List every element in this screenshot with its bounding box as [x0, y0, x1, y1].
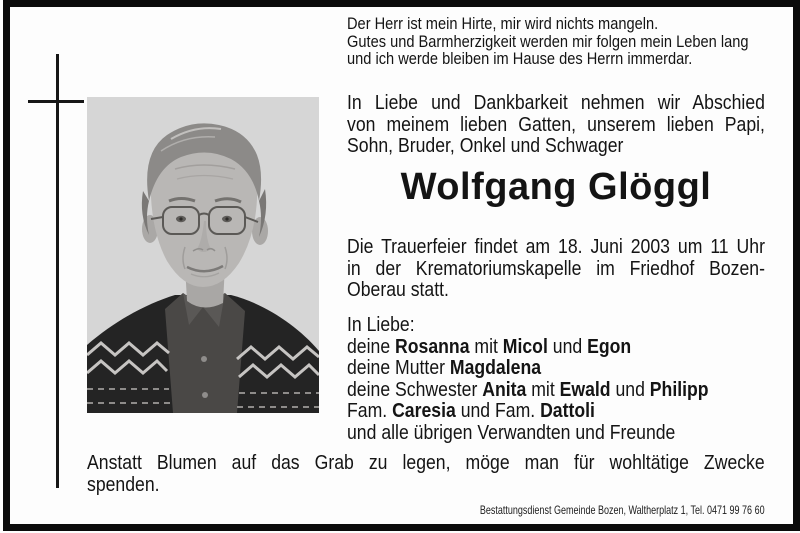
- mourner-text: deine Schwester: [347, 377, 483, 401]
- mourner-line-sister: [347, 379, 765, 401]
- mourner-name: Dattoli: [540, 399, 595, 422]
- portrait-photo-illustration: [87, 97, 319, 413]
- mourner-text: deine Mutter: [347, 356, 450, 379]
- mourner-name: Ewald: [559, 377, 611, 401]
- quote-line: und ich werde bleiben im Hause des Herrn immerdar.: [347, 49, 693, 68]
- mourner-text: und: [547, 334, 588, 358]
- donation-line: spenden.: [87, 472, 160, 496]
- funeral-line: Oberau statt.: [347, 278, 449, 301]
- mourner-name: Micol: [502, 334, 548, 358]
- funeral-details: [347, 236, 765, 301]
- intro-line: von meinem lieben Gatten, unserem lieben Papi,: [347, 112, 765, 136]
- donation-note: [87, 452, 765, 495]
- mourner-line-wife: [347, 336, 765, 358]
- funeral-line: in der Krematoriumskapelle im Friedhof Bozen-: [347, 256, 765, 280]
- donation-line: Anstatt Blumen auf das Grab zu legen, möge man für wohltätige Zwecke: [87, 451, 765, 474]
- mourner-line-others: und alle übrigen Verwandten und Freunde: [347, 420, 676, 444]
- funeral-line: Die Trauerfeier findet am 18. Juni 2003 um 11 Uhr: [347, 235, 765, 258]
- scripture-quote: [347, 15, 765, 68]
- mourner-text: und Fam.: [455, 399, 541, 422]
- mourners-heading: In Liebe:: [347, 313, 415, 336]
- funeral-home-footer: Bestattungsdienst Gemeinde Bozen, Waltherplatz 1, Tel. 0471 99 76 60: [480, 503, 765, 517]
- intro-line: In Liebe und Dankbarkeit nehmen wir Abschied: [347, 91, 765, 114]
- mourner-line-mother: [347, 357, 765, 379]
- quote-line: Gutes und Barmherzigkeit werden mir folgen mein Leben lang: [347, 31, 749, 51]
- mourner-text: mit: [526, 377, 560, 401]
- mourner-name: Caresia: [392, 399, 456, 422]
- mourner-name: Philipp: [649, 377, 709, 401]
- mourner-name: Egon: [587, 334, 632, 358]
- farewell-intro: [347, 92, 765, 157]
- mourner-line-families: [347, 400, 765, 422]
- portrait-photo: [87, 97, 319, 413]
- intro-line: Sohn, Bruder, Onkel und Schwager: [347, 134, 624, 157]
- cross-icon: [28, 100, 84, 103]
- deceased-name: Wolfgang Glöggl: [400, 166, 712, 208]
- mourners-list: [347, 314, 765, 443]
- mourner-name: Rosanna: [395, 334, 470, 358]
- mourner-text: mit: [469, 334, 503, 358]
- mourner-text: und: [610, 377, 650, 401]
- mourner-text: deine: [347, 334, 396, 358]
- mourner-text: Fam.: [347, 399, 393, 422]
- mourner-name: Anita: [482, 377, 527, 401]
- cross-icon: [56, 54, 59, 488]
- quote-line: Der Herr ist mein Hirte, mir wird nichts mangeln.: [347, 14, 659, 33]
- mourner-name: Magdalena: [449, 356, 542, 379]
